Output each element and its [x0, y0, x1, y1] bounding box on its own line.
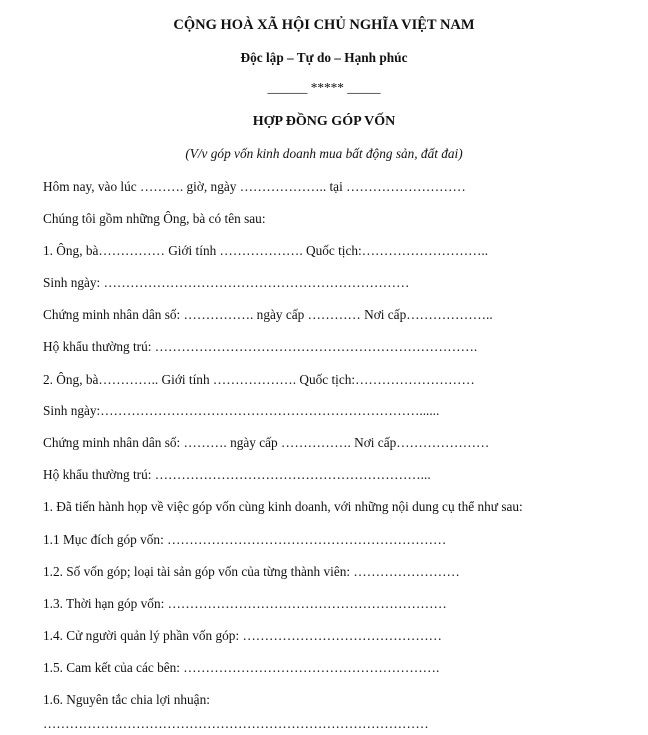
document-title: HỢP ĐỒNG GÓP VỐN — [252, 114, 396, 129]
meeting-time-line: Hôm nay, vào lúc ………. giờ, ngày ……………….. tại ……………………… — [43, 179, 466, 194]
party2-name-line: 2. Ông, bà………….. Giới tính ………………. Quốc tịch:……………………… — [43, 372, 475, 387]
meeting-statement-line: 1. Đã tiến hành họp về việc góp vốn cùng kinh doanh, với những nội dung cụ thể như sau: — [43, 499, 523, 514]
header-separator: ______ ***** _____ — [267, 80, 381, 95]
clause-1-5-line: 1.5. Cam kết của các bên: …………………………………………………. — [43, 660, 440, 675]
party2-residence-line: Hộ khẩu thường trú: ……………………………………………………... — [43, 467, 431, 482]
document-subtitle: (V/v góp vốn kinh doanh mua bất động sản, đất đai) — [185, 146, 463, 161]
clause-1-4-line: 1.4. Cử người quản lý phần vốn góp: ……………………………………… — [43, 628, 442, 643]
party1-name-line: 1. Ông, bà…………… Giới tính ………………. Quốc tịch:……………………….. — [43, 243, 489, 258]
parties-intro-line: Chúng tôi gồm những Ông, bà có tên sau: — [43, 211, 266, 226]
national-title: CỘNG HOÀ XÃ HỘI CHỦ NGHĨA VIỆT NAM — [173, 17, 475, 33]
clause-1-3-line: 1.3. Thời hạn góp vốn: ……………………………………………………… — [43, 596, 447, 611]
party1-id-line: Chứng minh nhân dân số: ……………. ngày cấp ………… Nơi cấp……………….. — [43, 307, 493, 322]
party1-residence-line: Hộ khẩu thường trú: ………………………………………………………………. — [43, 339, 478, 354]
clause-1-6-blank-line: …………………………………………………………………………… — [43, 716, 429, 731]
clause-1-1-line: 1.1 Mục đích góp vốn: ……………………………………………………… — [43, 532, 447, 547]
party2-id-line: Chứng minh nhân dân số: ………. ngày cấp ……………. Nơi cấp………………… — [43, 435, 490, 450]
party1-dob-line: Sinh ngày: …………………………………………………………… — [43, 275, 410, 290]
national-motto: Độc lập – Tự do – Hạnh phúc — [240, 50, 408, 65]
party2-dob-line: Sinh ngày:………………………………………………………………...... — [43, 403, 440, 418]
clause-1-6-line: 1.6. Nguyên tắc chia lợi nhuận: — [43, 692, 210, 707]
clause-1-2-line: 1.2. Số vốn góp; loại tài sản góp vốn của từng thành viên: …………………… — [43, 564, 460, 579]
